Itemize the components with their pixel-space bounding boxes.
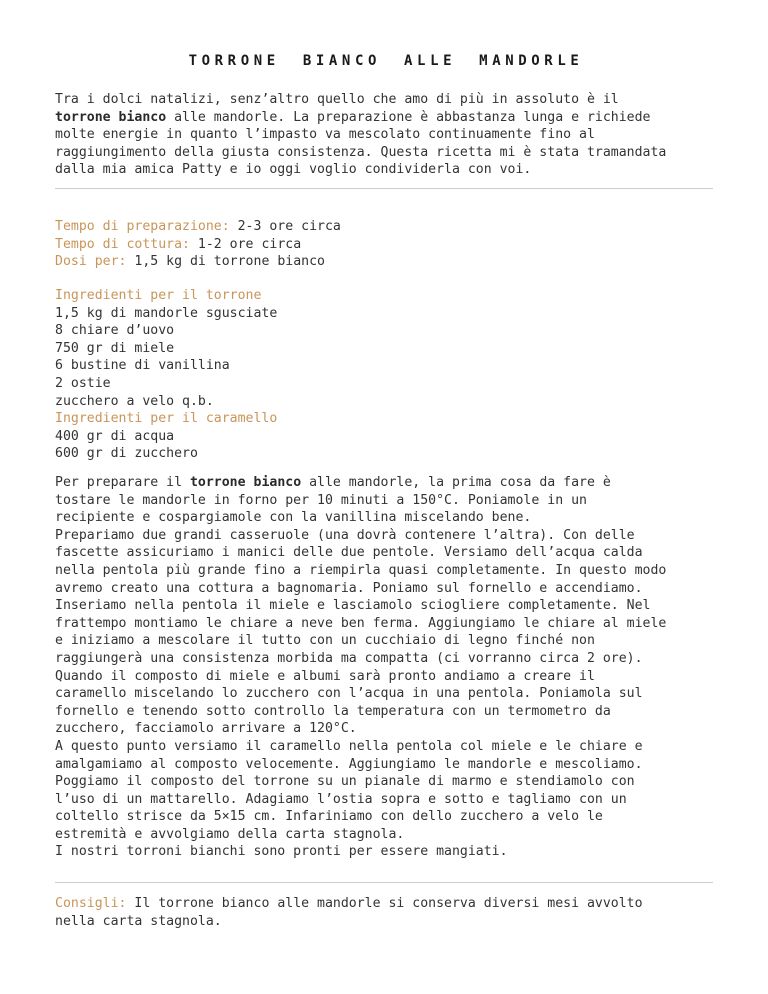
method-line: e iniziamo a mescolare il tutto con un cucchiaio di legno finché non bbox=[55, 633, 595, 649]
prep-time bbox=[55, 218, 341, 236]
cook-time-value: 1-2 ore circa bbox=[189, 236, 302, 252]
method-line: recipiente e cospargiamole con la vanillina miscelando bene. bbox=[55, 510, 532, 526]
method-line: Quando il composto di miele e albumi sarà pronto andiamo a creare il bbox=[55, 668, 595, 684]
intro-line: raggiungimento della giusta consistenza. Questa ricetta mi è stata tramandata bbox=[55, 144, 667, 160]
method-line: zucchero, facciamolo arrivare a 120°C. bbox=[55, 721, 357, 737]
method-line: nella pentola più grande fino a riempirla quasi completamente. In questo modo bbox=[55, 562, 667, 578]
recipe-meta bbox=[55, 218, 341, 271]
ingredient-item: 400 gr di acqua bbox=[55, 428, 175, 444]
intro-line: dalla mia amica Patty e io oggi voglio condividerla con voi. bbox=[55, 162, 532, 178]
ingredient-item: 1,5 kg di mandorle sgusciate bbox=[55, 305, 278, 321]
tips-line: nella carta stagnola. bbox=[55, 913, 222, 929]
method-line: raggiungerà una consistenza morbida ma compatta (ci vorranno circa 2 ore). bbox=[55, 650, 643, 666]
intro-paragraph bbox=[55, 91, 725, 179]
intro-line bbox=[55, 109, 725, 127]
method-line: Poggiamo il composto del torrone su un pianale di marmo e stendiamolo con bbox=[55, 774, 635, 790]
recipe-title: TORRONE BIANCO ALLE MANDORLE bbox=[188, 53, 584, 69]
cook-time bbox=[55, 236, 341, 254]
cook-time-label: Tempo di cottura: bbox=[55, 236, 190, 252]
ingredient-item: 750 gr di miele bbox=[55, 340, 175, 356]
ingredient-item: 6 bustine di vanillina bbox=[55, 358, 230, 374]
method-section bbox=[55, 474, 666, 861]
torrone-ingredients-heading: Ingredienti per il torrone bbox=[55, 288, 262, 303]
method-line: A questo punto versiamo il caramello nella pentola col miele e le chiare e bbox=[55, 738, 643, 754]
ingredient-item: 600 gr di zucchero bbox=[55, 446, 198, 462]
intro-bold-term: torrone bianco bbox=[55, 109, 167, 125]
tips-label: Consigli: bbox=[55, 896, 127, 911]
servings-label: Dosi per: bbox=[55, 254, 127, 270]
method-line: coltello strisce da 5×15 cm. Infariniamo con dello zucchero a velo le bbox=[55, 809, 603, 825]
servings bbox=[55, 253, 341, 271]
method-line: avremo creato una cottura a bagnomaria. Poniamo sul fornello e accendiamo. bbox=[55, 580, 643, 596]
prep-time-label: Tempo di preparazione: bbox=[55, 219, 230, 234]
intro-line: Tra i dolci natalizi, senz’altro quello che amo di più in assoluto è il bbox=[55, 92, 619, 107]
method-line: fornello e tenendo sotto controllo la temperatura con un termometro da bbox=[55, 703, 611, 719]
method-line: Prepariamo due grandi casseruole (una dovrà contenere l’altra). Con delle bbox=[55, 527, 635, 543]
intro-line: molte energie in quanto l’impasto va mescolato continuamente fino al bbox=[55, 127, 595, 143]
ingredient-item: zucchero a velo q.b. bbox=[55, 393, 214, 409]
tips-text: Il torrone bianco alle mandorle si conserva diversi mesi avvolto bbox=[126, 896, 643, 911]
method-line: Inseriamo nella pentola il miele e lasciamolo sciogliere completamente. Nel bbox=[55, 598, 651, 614]
caramello-ingredients-heading: Ingredienti per il caramello bbox=[55, 411, 278, 427]
method-line: frattempo montiamo le chiare a neve ben ferma. Aggiungiamo le chiare al miele bbox=[55, 615, 667, 631]
method-line: caramello miscelando lo zucchero con l’acqua in una pentola. Poniamola sul bbox=[55, 686, 643, 702]
method-line: l’uso di un mattarello. Adagiamo l’ostia sopra e sotto e tagliamo con un bbox=[55, 791, 627, 807]
method-line bbox=[55, 474, 666, 492]
method-text: Per preparare il bbox=[55, 475, 190, 490]
prep-time-value: 2-3 ore circa bbox=[229, 219, 341, 234]
method-bold-term: torrone bianco bbox=[189, 475, 302, 490]
method-line: fascette assicuriamo i manici delle due pentole. Versiamo dell’acqua calda bbox=[55, 545, 643, 561]
tips-line bbox=[55, 895, 643, 913]
divider-bottom bbox=[55, 882, 713, 883]
method-line: amalgamiamo al composto velocemente. Aggiungiamo le mandorle e mescoliamo. bbox=[55, 756, 643, 772]
tips-section bbox=[55, 895, 643, 930]
divider-top bbox=[55, 188, 713, 189]
ingredients-section bbox=[55, 287, 277, 463]
method-line: tostare le mandorle in forno per 10 minuti a 150°C. Poniamole in un bbox=[55, 492, 587, 508]
method-text: alle mandorle, la prima cosa da fare è bbox=[301, 475, 611, 490]
intro-text: alle mandorle. La preparazione è abbastanza lunga e richiede bbox=[166, 109, 651, 125]
ingredient-item: 8 chiare d’uovo bbox=[55, 323, 175, 339]
method-line: I nostri torroni bianchi sono pronti per essere mangiati. bbox=[55, 844, 508, 860]
ingredient-item: 2 ostie bbox=[55, 375, 111, 391]
servings-value: 1,5 kg di torrone bianco bbox=[126, 254, 325, 270]
method-line: estremità e avvolgiamo della carta stagnola. bbox=[55, 826, 405, 842]
